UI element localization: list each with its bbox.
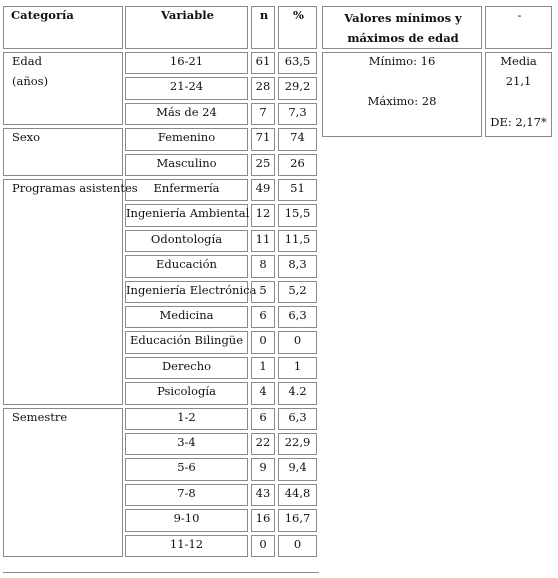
cell-n-text: 6 <box>259 308 267 322</box>
cell-n <box>251 230 275 252</box>
cell-n <box>251 255 275 277</box>
table-bottom-rule <box>3 572 319 573</box>
cell-n-text: 61 <box>255 54 271 68</box>
cell-pct <box>278 128 317 150</box>
cell-variable <box>125 509 248 531</box>
cell-n <box>251 52 275 74</box>
cell-pct <box>278 230 317 252</box>
cell-pct <box>278 484 317 506</box>
cell-variable <box>125 77 248 99</box>
cell-pct-text: 44,8 <box>284 485 311 500</box>
cell-pct-text: 15,5 <box>284 206 311 221</box>
cell-variable-text: Más de 24 <box>156 104 217 119</box>
cell-variable-text: 5-6 <box>177 460 196 475</box>
cell-n <box>251 484 275 506</box>
cell-variable-text: Masculino <box>156 155 217 170</box>
cell-variable <box>125 255 248 277</box>
cell-n <box>251 204 275 226</box>
header-variable-cell <box>125 6 248 49</box>
cell-pct <box>278 382 317 404</box>
cell-pct <box>278 306 317 328</box>
age-max: Máximo: 28 <box>367 94 437 108</box>
cell-variable <box>125 128 248 150</box>
cell-n <box>251 128 275 150</box>
cell-variable <box>125 179 248 201</box>
header-category: Categoría <box>11 8 74 22</box>
cell-variable <box>125 458 248 480</box>
cell-variable <box>125 357 248 379</box>
cell-variable <box>125 230 248 252</box>
cell-n <box>251 154 275 176</box>
cell-pct <box>278 357 317 379</box>
cell-variable-text: Educación <box>156 257 217 272</box>
cell-variable-text: Femenino <box>157 130 216 145</box>
cell-pct-text: 6,3 <box>288 409 307 424</box>
cell-variable <box>125 382 248 404</box>
age-mean-value: 21,1 <box>505 74 532 88</box>
cell-variable <box>125 52 248 74</box>
cell-n <box>251 281 275 303</box>
cell-variable <box>125 433 248 455</box>
cell-pct <box>278 179 317 201</box>
age-mean-cell <box>485 52 552 137</box>
cell-pct <box>278 331 317 353</box>
age-sd: DE: 2,17* <box>490 115 547 129</box>
cell-n-text: 12 <box>255 206 271 221</box>
cell-pct <box>278 77 317 99</box>
cell-n-text: 4 <box>259 384 267 399</box>
cell-n <box>251 357 275 379</box>
cell-variable-text: 3-4 <box>177 435 196 449</box>
category-cell <box>3 128 123 176</box>
category-label: Sexo <box>12 130 41 145</box>
cell-pct-text: 0 <box>293 333 302 348</box>
cell-n <box>251 458 275 480</box>
cell-variable-text: Medicina <box>159 308 214 322</box>
cell-variable <box>125 281 257 303</box>
category-label: Edad <box>12 54 42 68</box>
cell-pct <box>278 433 317 455</box>
cell-pct-text: 29,2 <box>284 79 311 94</box>
cell-pct-text: 51 <box>290 181 305 195</box>
header-variable: Variable <box>161 8 214 22</box>
cell-n <box>251 535 275 557</box>
cell-n <box>251 331 275 353</box>
cell-variable <box>125 535 248 557</box>
header-n-cell <box>251 6 275 49</box>
cell-variable-text: Enfermería <box>153 181 220 195</box>
cell-pct-text: 11,5 <box>284 231 311 246</box>
age-mean-label: Media <box>500 54 537 68</box>
cell-variable-text: Odontología <box>150 231 223 246</box>
category-sublabel: (años) <box>12 74 49 88</box>
cell-pct-text: 9,4 <box>288 460 307 475</box>
header-category-cell <box>3 6 123 49</box>
cell-n <box>251 408 275 430</box>
cell-pct-text: 4.2 <box>288 384 307 399</box>
cell-n-text: 7 <box>259 104 267 119</box>
cell-n-text: 49 <box>255 181 271 195</box>
cell-n <box>251 509 275 531</box>
cell-pct-text: 26 <box>290 155 305 170</box>
cell-n-text: 0 <box>259 536 267 551</box>
cell-variable-text: Ingeniería Electrónica <box>126 282 257 297</box>
cell-variable <box>125 154 248 176</box>
cell-pct-text: 7,3 <box>288 104 307 119</box>
cell-pct <box>278 458 317 480</box>
cell-variable-text: Psicología <box>157 384 216 399</box>
cell-variable-text: 21-24 <box>169 79 204 94</box>
cell-n-text: 28 <box>255 79 271 94</box>
cell-pct-text: 1 <box>293 358 302 373</box>
cell-pct-text: 63,5 <box>284 54 311 68</box>
cell-n-text: 9 <box>259 460 267 475</box>
header-n: n <box>259 8 269 22</box>
cell-variable-text: Ingeniería Ambiental <box>126 206 250 221</box>
cell-n-text: 16 <box>255 511 271 526</box>
header-pct-cell <box>278 6 317 49</box>
header-minmax: Valores mínimos y máximos de edad <box>344 11 462 45</box>
cell-variable-text: 11-12 <box>169 536 204 551</box>
cell-pct <box>278 255 317 277</box>
cell-pct <box>278 204 317 226</box>
cell-pct <box>278 103 317 125</box>
category-cell <box>3 179 138 405</box>
cell-n <box>251 433 275 455</box>
cell-pct <box>278 535 317 557</box>
cell-n <box>251 179 275 201</box>
cell-n <box>251 103 275 125</box>
cell-variable-text: 16-21 <box>169 54 204 68</box>
category-cell <box>3 52 123 125</box>
cell-variable-text: 9-10 <box>173 511 200 526</box>
cell-pct <box>278 281 317 303</box>
cell-pct <box>278 408 317 430</box>
cell-variable <box>125 204 248 226</box>
header-dash-cell <box>485 6 552 49</box>
cell-variable-text: Derecho <box>161 358 212 373</box>
cell-pct-text: 74 <box>290 130 305 145</box>
cell-variable <box>125 408 248 430</box>
cell-n-text: 0 <box>259 333 267 348</box>
cell-n-text: 25 <box>255 155 271 170</box>
header-pct: % <box>293 8 304 22</box>
cell-variable <box>125 103 248 125</box>
cell-n-text: 1 <box>259 358 267 373</box>
cell-variable-text: 7-8 <box>177 485 196 500</box>
cell-pct-text: 22,9 <box>284 435 311 449</box>
cell-n-text: 43 <box>255 485 271 500</box>
cell-pct-text: 8,3 <box>288 257 307 272</box>
cell-pct-text: 16,7 <box>284 511 311 526</box>
category-label: Semestre <box>12 409 68 424</box>
cell-variable <box>125 484 248 506</box>
cell-n-text: 71 <box>255 130 271 145</box>
cell-pct-text: 6,3 <box>288 308 307 322</box>
cell-pct <box>278 154 317 176</box>
cell-variable <box>125 331 248 353</box>
cell-n <box>251 77 275 99</box>
header-minmax-cell <box>322 6 482 49</box>
cell-pct-text: 0 <box>293 536 302 551</box>
cell-pct <box>278 52 317 74</box>
category-label: Programas asistentes <box>12 181 138 195</box>
cell-n-text: 11 <box>255 231 271 246</box>
age-min: Mínimo: 16 <box>368 54 436 68</box>
age-minmax-cell <box>322 52 482 137</box>
cell-variable <box>125 306 248 328</box>
cell-n-text: 8 <box>259 257 267 272</box>
cell-variable-text: 1-2 <box>177 409 196 424</box>
cell-pct-text: 5,2 <box>288 282 307 297</box>
cell-n-text: 22 <box>255 435 271 449</box>
cell-n-text: 6 <box>259 409 267 424</box>
cell-n-text: 5 <box>259 282 267 297</box>
cell-pct <box>278 509 317 531</box>
header-dash: - <box>517 8 522 22</box>
cell-n <box>251 306 275 328</box>
category-cell <box>3 408 123 557</box>
cell-variable-text: Educación Bilingüe <box>129 333 244 348</box>
cell-n <box>251 382 275 404</box>
